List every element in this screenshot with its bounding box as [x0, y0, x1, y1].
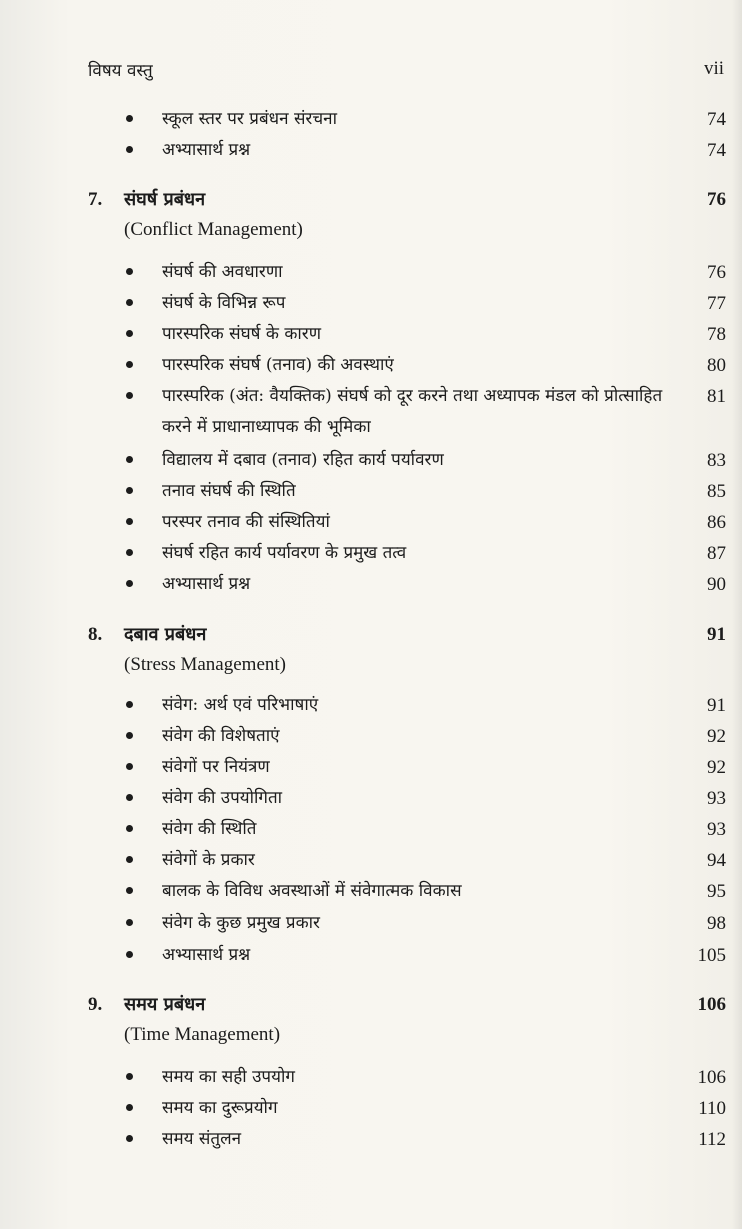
chapter-number: 7. — [88, 189, 103, 210]
toc-item — [0, 814, 742, 845]
toc-item-text: अभ्यासार्थ प्रश्न — [162, 945, 251, 965]
toc-item-page: 92 — [707, 726, 726, 747]
chapter-heading-7 — [0, 185, 742, 251]
chapter-page: 76 — [707, 189, 726, 210]
toc-item-page: 92 — [707, 757, 726, 778]
toc-item-text: संघर्ष की अवधारणा — [162, 262, 283, 282]
toc-item-page: 106 — [697, 1067, 726, 1088]
toc-item — [0, 381, 742, 443]
toc-item — [0, 721, 742, 752]
toc-item-page: 105 — [697, 945, 726, 966]
toc-item — [0, 350, 742, 381]
toc-item-page: 85 — [707, 481, 726, 502]
toc-item-page: 83 — [707, 450, 726, 471]
toc-item — [0, 476, 742, 507]
toc-item-page: 98 — [707, 913, 726, 934]
chapter-title: दबाव प्रबंधन — [124, 624, 207, 645]
header-page-number: vii — [703, 58, 724, 79]
toc-item-text: संवेग: अर्थ एवं परिभाषाएं — [162, 695, 319, 715]
toc-item-page: 93 — [707, 819, 726, 840]
bullet-icon — [126, 763, 133, 770]
toc-item — [0, 445, 742, 476]
toc-item-text: पारस्परिक संघर्ष के कारण — [162, 324, 322, 344]
toc-item-text: संघर्ष रहित कार्य पर्यावरण के प्रमुख तत्व — [162, 543, 407, 563]
bullet-icon — [126, 361, 133, 368]
toc-item-text: समय का सही उपयोग — [162, 1067, 295, 1087]
toc-item-text: अभ्यासार्थ प्रश्न — [162, 574, 251, 594]
toc-item-page: 77 — [707, 293, 726, 314]
toc-item-page: 90 — [707, 574, 726, 595]
toc-item-text: समय संतुलन — [162, 1129, 242, 1149]
toc-item-page: 86 — [707, 512, 726, 533]
toc-item-page: 93 — [707, 788, 726, 809]
toc-item — [0, 908, 742, 939]
toc-item — [0, 845, 742, 876]
running-header — [88, 58, 724, 86]
toc-item — [0, 940, 742, 971]
toc-item-text: अभ्यासार्थ प्रश्न — [162, 140, 251, 160]
bullet-icon — [126, 146, 133, 153]
chapter-number: 9. — [88, 994, 103, 1015]
bullet-icon — [126, 1073, 133, 1080]
toc-item — [0, 783, 742, 814]
bullet-icon — [126, 887, 133, 894]
bullet-icon — [126, 268, 133, 275]
header-title: विषय वस्तु — [88, 61, 153, 81]
bullet-icon — [126, 330, 133, 337]
chapter-number: 8. — [88, 624, 103, 645]
bullet-icon — [126, 732, 133, 739]
toc-item-page: 94 — [707, 850, 726, 871]
bullet-icon — [126, 456, 133, 463]
toc-item-text: संघर्ष के विभिन्न रूप — [162, 293, 286, 313]
bullet-icon — [126, 951, 133, 958]
bullet-icon — [126, 825, 133, 832]
toc-item-text: परस्पर तनाव की संस्थितियां — [162, 512, 330, 532]
bullet-icon — [126, 580, 133, 587]
toc-item-page: 95 — [707, 881, 726, 902]
bullet-icon — [126, 299, 133, 306]
toc-item — [0, 1124, 742, 1155]
toc-item — [0, 104, 742, 135]
toc-item-text: विद्यालय में दबाव (तनाव) रहित कार्य पर्यावरण — [162, 450, 444, 470]
bullet-icon — [126, 549, 133, 556]
bullet-icon — [126, 794, 133, 801]
bullet-icon — [126, 701, 133, 708]
chapter-subtitle: (Stress Management) — [124, 654, 286, 675]
toc-item-page: 78 — [707, 324, 726, 345]
toc-item — [0, 319, 742, 350]
toc-item-page: 80 — [707, 355, 726, 376]
toc-item-text: पारस्परिक (अंत: वैयक्तिक) संघर्ष को दूर करने तथा अध्यापक मंडल को प्रोत्साहित करने में प्राधानाध्यापक की भूमिका — [162, 386, 663, 437]
chapter-subtitle: (Conflict Management) — [124, 219, 303, 240]
chapter-heading-9 — [0, 990, 742, 1056]
toc-item-page: 74 — [707, 140, 726, 161]
toc-item — [0, 752, 742, 783]
bullet-icon — [126, 392, 133, 399]
bullet-icon — [126, 115, 133, 122]
toc-item-text: समय का दुरूप्रयोग — [162, 1098, 278, 1118]
toc-item-text: संवेग के कुछ प्रमुख प्रकार — [162, 913, 320, 933]
chapter-page: 91 — [707, 624, 726, 645]
chapter-page: 106 — [697, 994, 726, 1015]
toc-item — [0, 135, 742, 166]
toc-item-text: संवेगों के प्रकार — [162, 850, 255, 870]
toc-item-text: संवेग की उपयोगिता — [162, 788, 283, 808]
toc-item — [0, 569, 742, 600]
toc-item — [0, 507, 742, 538]
bullet-icon — [126, 1135, 133, 1142]
toc-item-text: संवेग की स्थिति — [162, 819, 257, 839]
toc-item-page: 87 — [707, 543, 726, 564]
bullet-icon — [126, 518, 133, 525]
toc-item-text: स्कूल स्तर पर प्रबंधन संरचना — [162, 109, 338, 129]
toc-item-page: 112 — [698, 1129, 726, 1150]
bullet-icon — [126, 1104, 133, 1111]
toc-item-page: 74 — [707, 109, 726, 130]
toc-item-page: 110 — [698, 1098, 726, 1119]
bullet-icon — [126, 856, 133, 863]
toc-item-text: तनाव संघर्ष की स्थिति — [162, 481, 296, 501]
chapter-title: समय प्रबंधन — [124, 994, 206, 1015]
chapter-title: संघर्ष प्रबंधन — [124, 189, 206, 210]
bullet-icon — [126, 919, 133, 926]
toc-item-text: पारस्परिक संघर्ष (तनाव) की अवस्थाएं — [162, 355, 394, 375]
toc-item — [0, 1062, 742, 1093]
toc-item-page: 81 — [707, 386, 726, 407]
toc-item-page: 76 — [707, 262, 726, 283]
chapter-subtitle: (Time Management) — [124, 1024, 281, 1045]
toc-item — [0, 257, 742, 288]
toc-item — [0, 876, 742, 907]
toc-item — [0, 538, 742, 569]
chapter-heading-8 — [0, 620, 742, 686]
bullet-icon — [126, 487, 133, 494]
toc-item-text: संवेग की विशेषताएं — [162, 726, 280, 746]
toc-item — [0, 288, 742, 319]
toc-item-page: 91 — [707, 695, 726, 716]
toc-item-text: बालक के विविध अवस्थाओं में संवेगात्मक विकास — [162, 881, 462, 901]
toc-item — [0, 690, 742, 721]
toc-item-text: संवेगों पर नियंत्रण — [162, 757, 270, 777]
toc-item — [0, 1093, 742, 1124]
